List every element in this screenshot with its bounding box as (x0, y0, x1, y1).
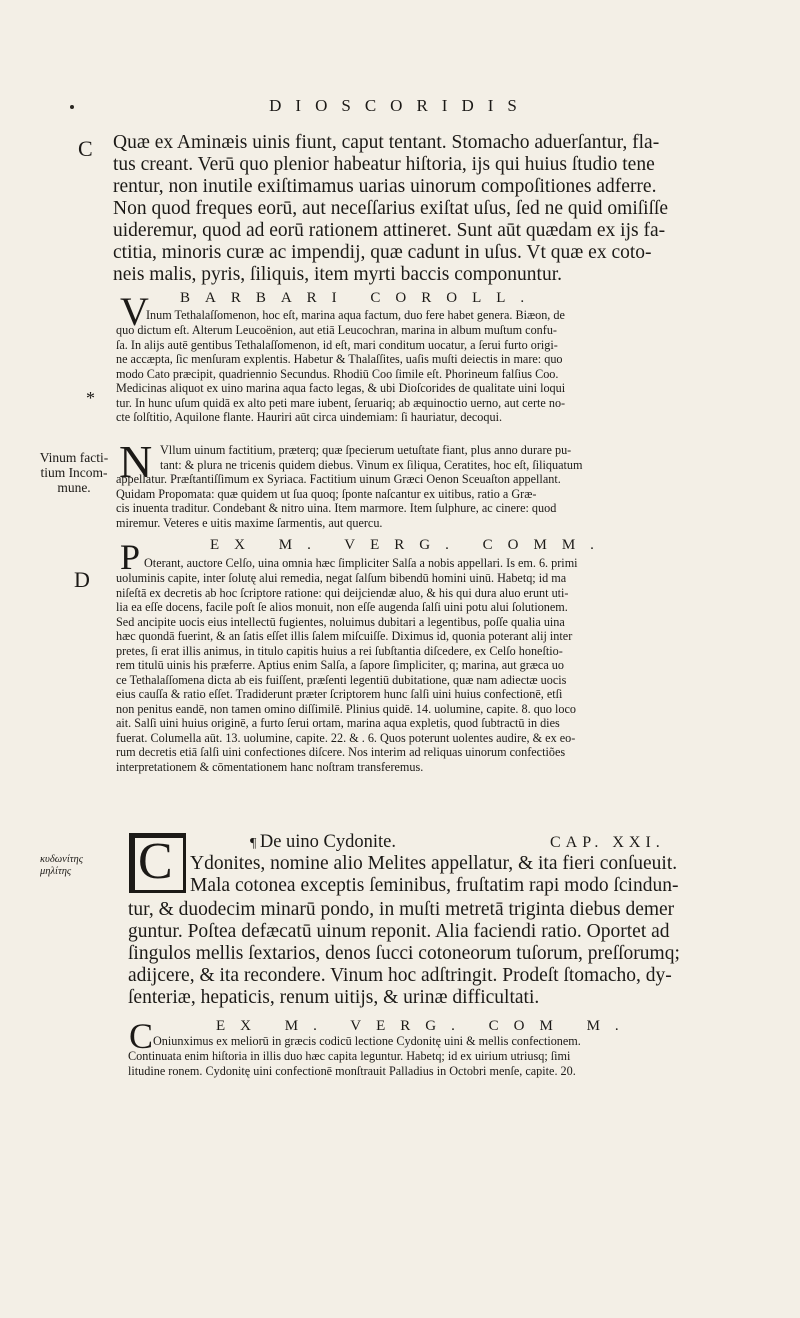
text-line: tant: & plura ne tricenis quidem diebus. Vinum ex ſiliqua, Ceratites, hoc eſt, ſiliquatum (160, 457, 583, 472)
text-line: fuerat. Columella aūt. 13. uolumine, capite. 22. & . 6. Quos poterunt uolentes audire, & ex eo- (116, 730, 576, 745)
text-line: Sed ancipite uocis eius intellectū fugientes, noluimus dubitari a legentibus, poſſe qualia uina (116, 614, 565, 629)
chapter-title-text: De uino Cydonite. (259, 832, 397, 852)
text-line: ne accæpta, ſic menſuram explentis. Habetur & Thalaſſites, uaſis muſti deiectis in mare: quo (116, 352, 563, 366)
text-line: ſingulos mellis ſextarios, denos ſucci cotoneorum tuſorum, preſſorumq; (128, 943, 680, 964)
text-line: uoluminis capite, inter ſolutę alui remedia, negat ſalſum bibendū homini uinū. Habetq; id ma (116, 571, 567, 585)
section-heading-barbari: BARBARI COROLL. (180, 290, 540, 306)
text-line: cis inuenta traditur. Condebant & nitro uina. Item marmore. Item ſulphure, ac cinere: quod (116, 501, 557, 515)
greek-word: μηλίτης (40, 866, 72, 877)
margin-note-line: mune. (57, 480, 91, 495)
text-line: Inum Tethalaſſomenon, hoc eſt, marina aqua factum, duo fere habet genera. Biæon, de (146, 308, 565, 322)
text-line: appellatur. Præſtantiſſimum ex Syriaca. Factitium uinum Græci Oenon Sceuaſton appellant. (116, 472, 561, 486)
dropcap-c2: C (129, 1016, 154, 1056)
text-line: rentur, non inutile exiſtimamus uarias uinorum compoſitiones adferre. (113, 176, 657, 197)
greek-word: κυδωνίτης (40, 854, 83, 865)
text-line: ſa. In alijs autē gentibus Tethalaſſomenon, id eſt, mari conditum uocatur, a ſerui furto origi- (116, 337, 558, 352)
dropcap-c: C (138, 833, 173, 890)
text-line: tur, & duodecim minarū pondo, in muſti metretā triginta diebus demer (128, 899, 675, 920)
cydonite-first (190, 853, 792, 897)
text-line: non penitus eandē, non tamen omino diſſimilē. Plinius quidē. 14. uolumine, capite. 8. quo loco (116, 701, 577, 716)
text-line: interpretationem & cōmentationem hanc noſtram transferemus. (116, 759, 424, 774)
margin-note (34, 450, 114, 495)
margin-note-line: Vinum facti- (39, 450, 109, 465)
exverg2-text (128, 1049, 792, 1078)
text-line: quo dictum eſt. Alterum Leucoënion, aut etiā Leucochran, marina in album muſtum confu- (116, 323, 557, 337)
chapter-number: CAP. XXI. (550, 834, 665, 851)
text-line: Oniunximus ex meliorū in græcis codicū lectione Cydonitę uini & mellis confectionem. (153, 1034, 581, 1048)
text-line: Medicinas aliquot ex uino marina aqua facto legas, & ubi Dioſcorides de qualitate uini loqui (116, 381, 566, 395)
greek-margin-note (40, 854, 110, 878)
text-line: rum decretis etiā ſalſi uini confectiones diſcere. Nos interim ad reliquas uinorum confectiões (116, 745, 566, 759)
text-line: uideremur, quod ad eorū rationem attineret. Sunt aūt quædam ex ijs fa- (113, 220, 666, 241)
text-line: Quidam Propomata: quæ quidem ut ſua quoq; ſponte naſcantur ex uitibus, ratio a Græ- (116, 486, 537, 501)
text-line: cte ſolſtitio, Aquilone flante. Hauriri aūt circa uindemiam: ſi hauriatur, decoqui. (116, 410, 503, 424)
text-line: Non quod freques eorū, aut neceſſarius exiſtat uſus, ſed ne quid omiſiſſe (113, 198, 669, 219)
nullum-text-rest (116, 472, 792, 530)
text-line: lia ea eſſe docens, facile poſt ſe alios monuit, non eſſe augenda ſalſi uini potu alui ſolutionem. (116, 600, 568, 614)
text-line: tus creant. Verū quo plenior habeatur hiſtoria, ijs qui huius ſtudio tene (113, 154, 655, 175)
dropcap-n: N (119, 436, 153, 487)
text-line: modo Cato præcipit, quadriennio Secundus. Rhodiū Coo ſimile eſt. Phorineum falſius Coo. (116, 366, 559, 381)
text-line: ce Tethalaſſomena dicta ab eis fuiſſent, præſenti legentiū dubitatione, quæ nam adiectæ uocis (116, 672, 567, 687)
text-line: ctitia, minoris curæ ac impendij, quæ cadunt in uſus. Vt quæ ex coto- (113, 242, 652, 263)
text-line: litudine ronem. Cydonitę uini confectionē monſtrauit Palladius in Octobri menſe, capite. 20. (128, 1063, 576, 1078)
text-line: guntur. Poſtea defæcatū uinum reponit. Alia faciendi ratio. Oportet ad (128, 921, 670, 942)
text-line: Vllum uinum factitium, præterq; quæ ſpecierum uetuſtate fiant, plus anno durare pu- (160, 443, 572, 457)
margin-note-line: tium Incom- (40, 465, 108, 480)
dropcap-v: V (120, 289, 149, 334)
exverg1-text (116, 571, 792, 774)
text-line: adijcere, & ita recondere. Vinum hoc adſtringit. Prodeſt ſtomacho, dy- (128, 965, 672, 986)
text-line: ait. Salſi uini huius originē, a furto ſerui ortam, marina aqua expletis, quod ſubtractū in dies (116, 716, 560, 730)
text-line: hæc quondā fuerint, & an ſatis eſſet illis ſalem miſcuiſſe. Diximus id, quonia poterant alij inter (116, 629, 573, 643)
exverg2-first (153, 1034, 793, 1049)
text-line: Mala cotonea exceptis ſeminibus, fruſtatim rapi modo ſcindun- (190, 875, 679, 896)
text-line: Ydonites, nomine alio Melites appellatur, & ita fieri conſueuit. (190, 853, 678, 874)
barbari-text (146, 308, 792, 323)
section-heading-exverg2: EX M. VERG. COM M. (216, 1018, 634, 1034)
margin-letter-c: C (78, 136, 93, 161)
running-header: DIOSCORIDIS (269, 96, 531, 115)
text-line: eius cauſſa & ratio eſſet. Tradiderunt præter ſcriptorem hunc ſalſi uini huius confectionē, etſi (116, 687, 563, 701)
nullum-text (160, 443, 792, 472)
text-line: Oterant, auctore Celſo, uina omnia hæc ſimpliciter Salſa a nobis appellari. Is em. 6. primi (144, 556, 578, 570)
pilcrow-icon: ¶ (250, 836, 260, 851)
text-line: pretes, ſi erat illis animus, in titulo capitis huius a rei ſubſtantia diſcedere, ex Celſo honeſtio- (116, 643, 563, 658)
cydonite-text (128, 899, 792, 1009)
asterisk-marker: * (86, 388, 95, 408)
barbari-text-rest (116, 323, 792, 425)
exverg1-first (144, 556, 792, 571)
chapter-title (250, 832, 396, 853)
text-line: ſenteriæ, hepaticis, renum uitijs, & urinæ difficultati. (128, 987, 540, 1008)
text-line: Quæ ex Aminæis uinis fiunt, caput tentant. Stomacho aduerſantur, fla- (113, 132, 660, 153)
text-line: neis malis, pyris, ſiliquis, item myrti baccis componuntur. (113, 264, 562, 285)
text-line: Continuata enim hiſtoria in illis duo hæc capita leguntur. Habetq; id ex uirium utriusq; ſimi (128, 1049, 571, 1063)
main-text-block (113, 132, 793, 286)
text-line: tur. In hunc uſum quidā ex alto peti mare iubent, ſeruariq; ab æquinoctio uerno, aut certe no- (116, 395, 566, 410)
dropcap-frame (129, 833, 186, 893)
dropcap-p: P (120, 537, 141, 577)
text-line: niſeſtā ex decretis ab hoc ſcriptore ratione: qui deijciendæ aluo, & his qui dura aluo erunt uti- (116, 585, 569, 600)
margin-letter-d: D (74, 567, 90, 592)
text-line: miremur. Veteres e uitis maxime ſarmentis, aut quercu. (116, 515, 383, 530)
section-heading-exverg: EX M. VERG. COMM. (210, 537, 609, 553)
text-line: rem titulū uinis his præferre. Aptius enim Salſa, a ſapore ſimpliciter, q; marina, aut græca uo (116, 658, 564, 672)
